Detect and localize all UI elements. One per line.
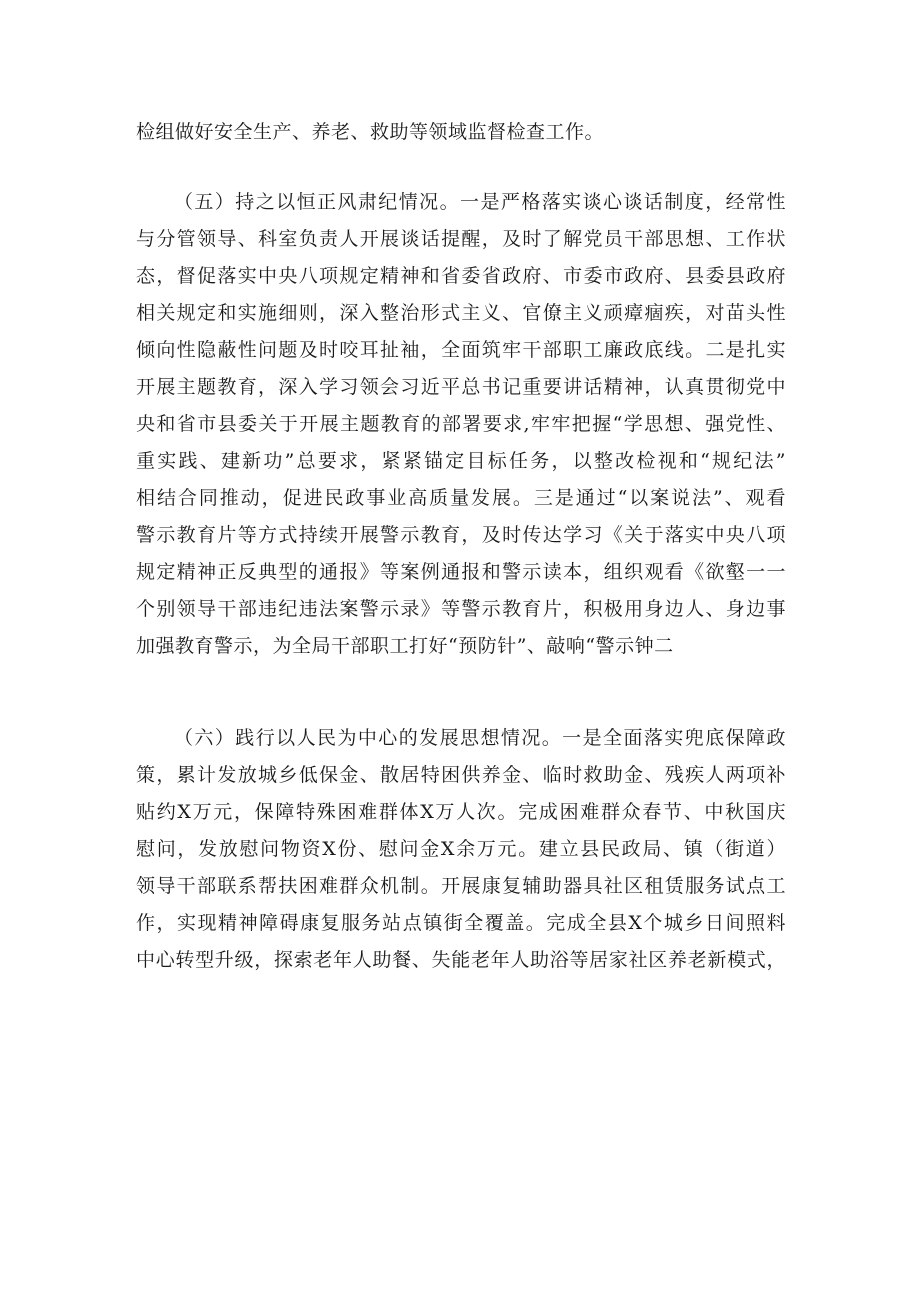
paragraph-supervision [136, 114, 786, 151]
text-line: 与分管领导、科室负责人开展谈话提醒，及时了解党员干部思想、工作状 [136, 228, 786, 250]
text-line: 倾向性隐蔽性问题及时咬耳扯袖，全面筑牢干部职工廉政底线。二是扎实 [136, 339, 786, 361]
text-line: 警示教育片等方式持续开展警示教育，及时传达学习《关于落实中央八项 [136, 524, 786, 546]
text-line: 个别领导干部违纪违法案警示录》等警示教育片，积极用身边人、身边事 [136, 598, 786, 620]
text-line: 慰问，发放慰问物资X份、慰问金X余万元。建立县民政局、镇（街道） [136, 838, 786, 860]
text-line: 中心转型升级，探索老年人助餐、失能老年人助浴等居家社区养老新模式， [136, 949, 786, 971]
text-line: 规定精神正反典型的通报》等案例通报和警示读本，组织观看《欲壑一一 [136, 561, 786, 583]
text-line: 作，实现精神障碍康复服务站点镇街全覆盖。完成全县X个城乡日间照料 [136, 912, 786, 934]
text-line: （五）持之以恒正风肃纪情况。一是严格落实谈心谈话制度，经常性 [174, 191, 786, 213]
text-line: 贴约X万元，保障特殊困难群体X万人次。完成困难群众春节、中秋国庆 [136, 801, 786, 823]
paragraph-discipline [136, 184, 786, 665]
paragraph-people-centered [136, 720, 786, 979]
text-line: 态，督促落实中央八项规定精神和省委省政府、市委市政府、县委县政府 [136, 265, 786, 287]
text-line: （六）践行以人民为中心的发展思想情况。一是全面落实兜底保障政 [174, 727, 786, 749]
text-line: 相结合同推动，促进民政事业高质量发展。三是通过“以案说法”、观看 [136, 487, 786, 509]
text-line: 相关规定和实施细则，深入整治形式主义、官僚主义顽瘴痼疾，对苗头性 [136, 302, 786, 324]
text-line: 策，累计发放城乡低保金、散居特困供养金、临时救助金、残疾人两项补 [136, 764, 786, 786]
text-line: 检组做好安全生产、养老、救助等领域监督检查工作。 [136, 121, 605, 143]
text-line: 开展主题教育，深入学习领会习近平总书记重要讲话精神，认真贯彻党中 [136, 376, 786, 398]
text-line: 央和省市县委关于开展主题教育的部署要求,牢牢把握“学思想、强党性、 [136, 413, 786, 435]
text-line: 领导干部联系帮扶困难群众机制。开展康复辅助器具社区租赁服务试点工 [136, 875, 786, 897]
text-line: 加强教育警示，为全局干部职工打好“预防针”、敲响“警示钟二 [136, 635, 674, 657]
text-line: 重实践、建新功”总要求，紧紧锚定目标任务，以整改检视和“规纪法” [136, 450, 786, 472]
